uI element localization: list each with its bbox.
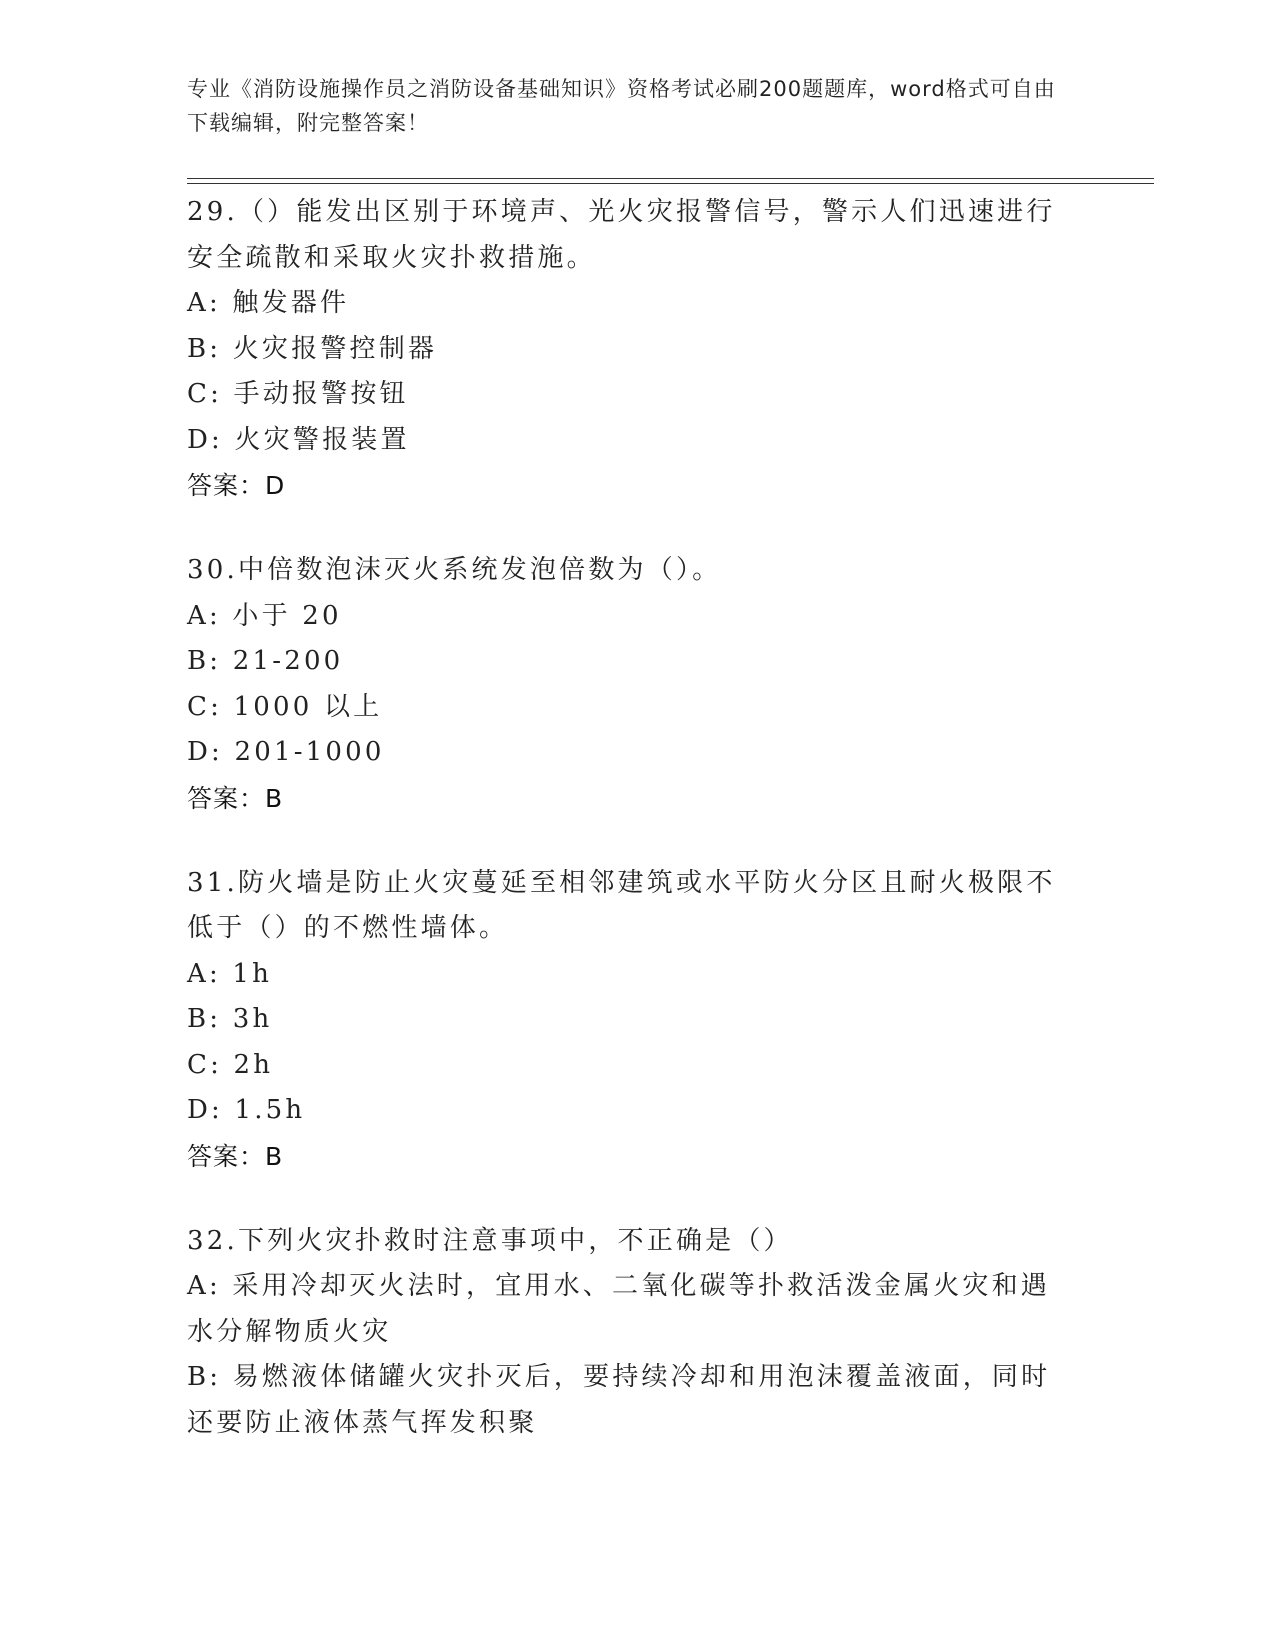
- option-d: D: 火灾警报装置: [187, 424, 410, 455]
- question-29: [187, 190, 1087, 508]
- question-stem: 30.中倍数泡沫灭火系统发泡倍数为（）。: [187, 555, 722, 585]
- option-a: A: 小于 20: [187, 600, 342, 631]
- option-a: A: 触发器件: [187, 288, 350, 318]
- option-c: C: 1000 以上: [187, 691, 383, 722]
- option-d: D: 1.5h: [187, 1095, 306, 1125]
- question-stem: 32.下列火灾扑救时注意事项中，不正确是（）: [187, 1225, 793, 1256]
- option-a: A: 1h: [187, 958, 273, 989]
- question-list: [187, 190, 1087, 1486]
- question-stem: 31.防火墙是防止火灾蔓延至相邻建筑或水平防火分区且耐火极限不低于（）的不燃性墙体。: [187, 867, 1056, 943]
- header-divider-bottom: [187, 183, 1154, 184]
- question-32: [187, 1219, 1087, 1447]
- option-b: B: 3h: [187, 1004, 273, 1034]
- question-30: [187, 548, 1087, 821]
- option-c: C: 2h: [187, 1049, 274, 1080]
- answer: 答案：D: [187, 471, 286, 500]
- answer: 答案：B: [187, 783, 284, 813]
- document-header: 专业《消防设施操作员之消防设备基础知识》资格考试必刷200题题库，word格式可自由下载编辑，附完整答案！: [187, 77, 1056, 135]
- question-stem: 29.（）能发出区别于环境声、光火灾报警信号，警示人们迅速进行安全疏散和采取火灾扑救措施。: [187, 197, 1056, 273]
- option-a: A: 采用冷却灭火法时，宜用水、二氧化碳等扑救活泼金属火灾和遇水分解物质火灾: [187, 1271, 1051, 1347]
- option-b: B: 火灾报警控制器: [187, 333, 438, 364]
- option-b: B: 21-200: [187, 646, 344, 676]
- question-31: [187, 861, 1087, 1179]
- option-c: C: 手动报警按钮: [187, 379, 409, 409]
- option-b: B: 易燃液体储罐火灾扑灭后，要持续冷却和用泡沫覆盖液面，同时还要防止液体蒸气挥发积聚: [187, 1362, 1051, 1438]
- header-divider-top: [187, 178, 1154, 179]
- option-d: D: 201-1000: [187, 737, 385, 767]
- answer: 答案：B: [187, 1141, 284, 1171]
